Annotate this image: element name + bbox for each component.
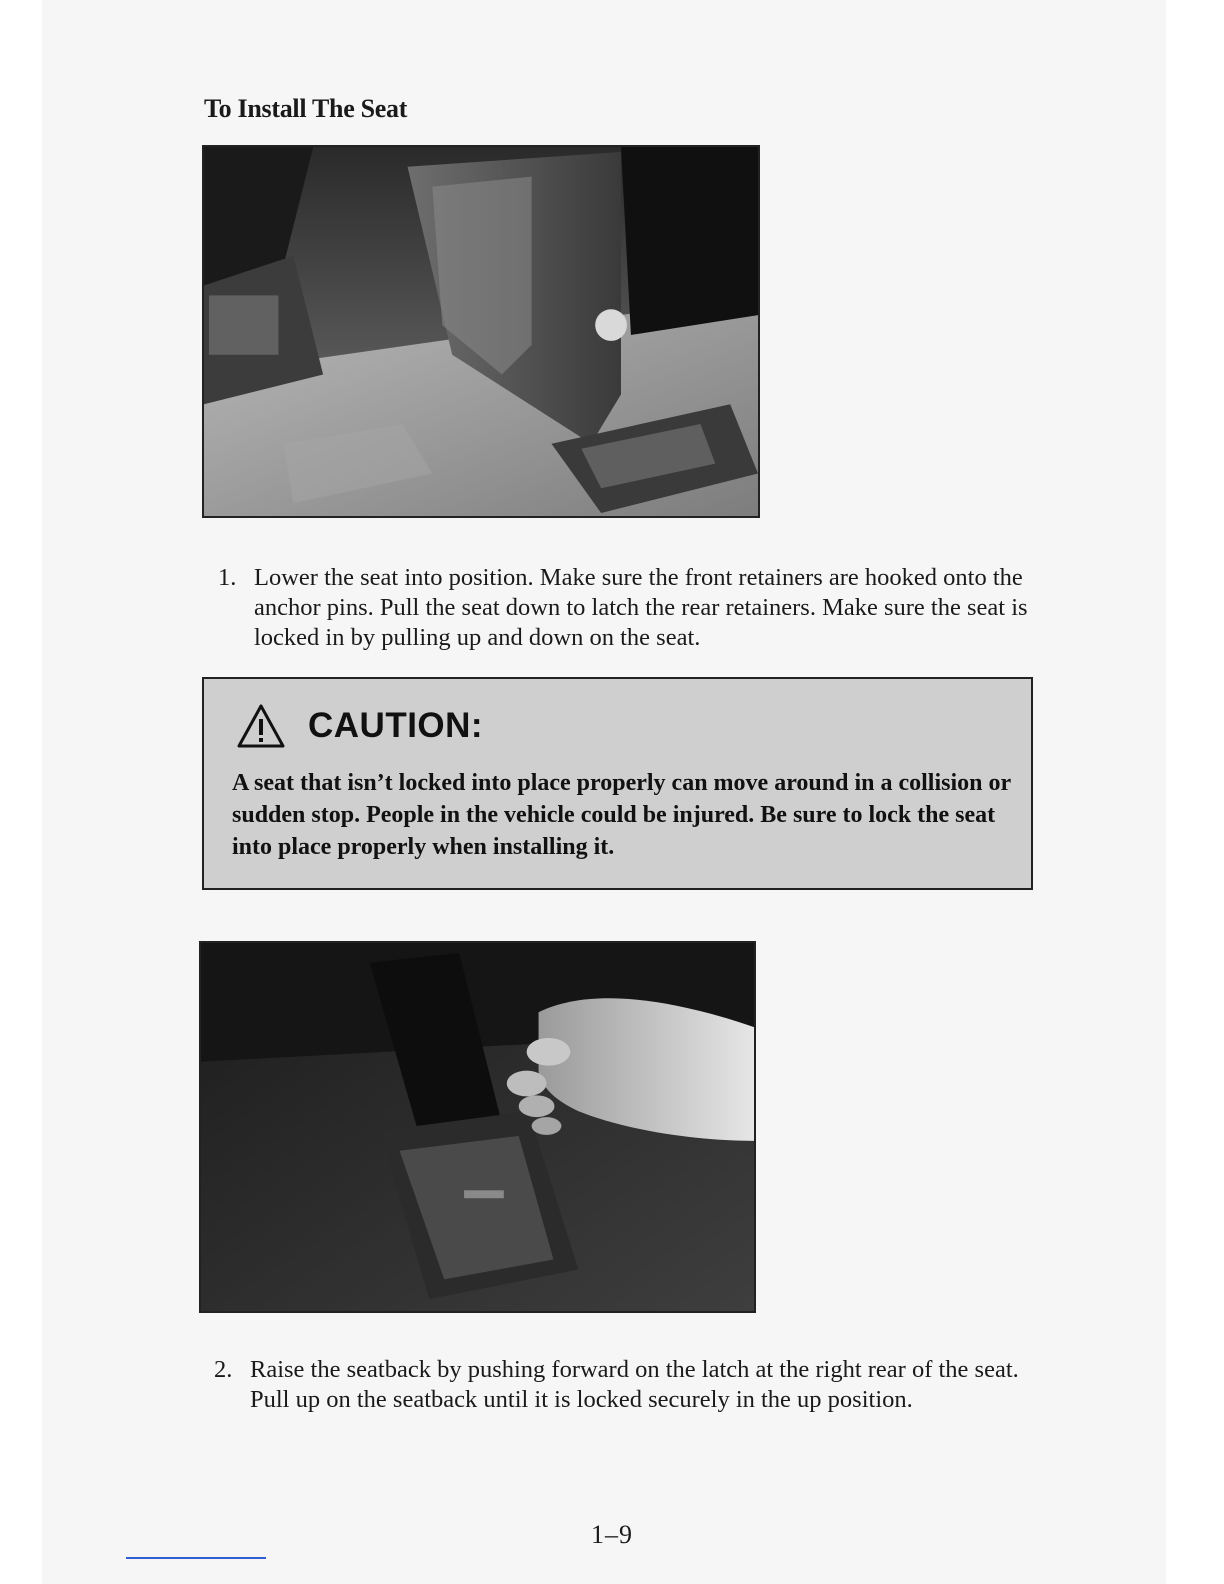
step-text: Raise the seatback by pushing forward on the latch at the right rear of the seat. Pull up on the seatback until it is locked securely in the up position. bbox=[250, 1356, 1019, 1413]
warning-triangle-icon bbox=[236, 703, 286, 749]
page-number: 1–9 bbox=[591, 1520, 633, 1549]
step-2 bbox=[214, 1355, 1044, 1450]
step-number: 2. bbox=[214, 1356, 233, 1383]
section-title: To Install The Seat bbox=[204, 94, 408, 123]
step-1 bbox=[218, 563, 1048, 658]
seatback-latch-photo bbox=[199, 941, 756, 1313]
caution-heading: CAUTION: bbox=[308, 706, 484, 745]
bottom-rule bbox=[126, 1557, 266, 1559]
step-number: 1. bbox=[218, 564, 237, 591]
caution-box bbox=[202, 677, 1033, 890]
seat-anchor-photo bbox=[202, 145, 760, 518]
caution-text: A seat that isn’t locked into place properly can move around in a collision or sudden stop. People in the vehicle could be injured. Be sure to lock the seat into place properly when installing it. bbox=[232, 770, 1011, 860]
caution-header bbox=[236, 701, 483, 751]
step-text: Lower the seat into position. Make sure the front retainers are hooked onto the anchor pins. Pull the seat down to latch the rear retainers. Make sure the seat is locked in by pulling up and down on the seat. bbox=[254, 564, 1028, 651]
